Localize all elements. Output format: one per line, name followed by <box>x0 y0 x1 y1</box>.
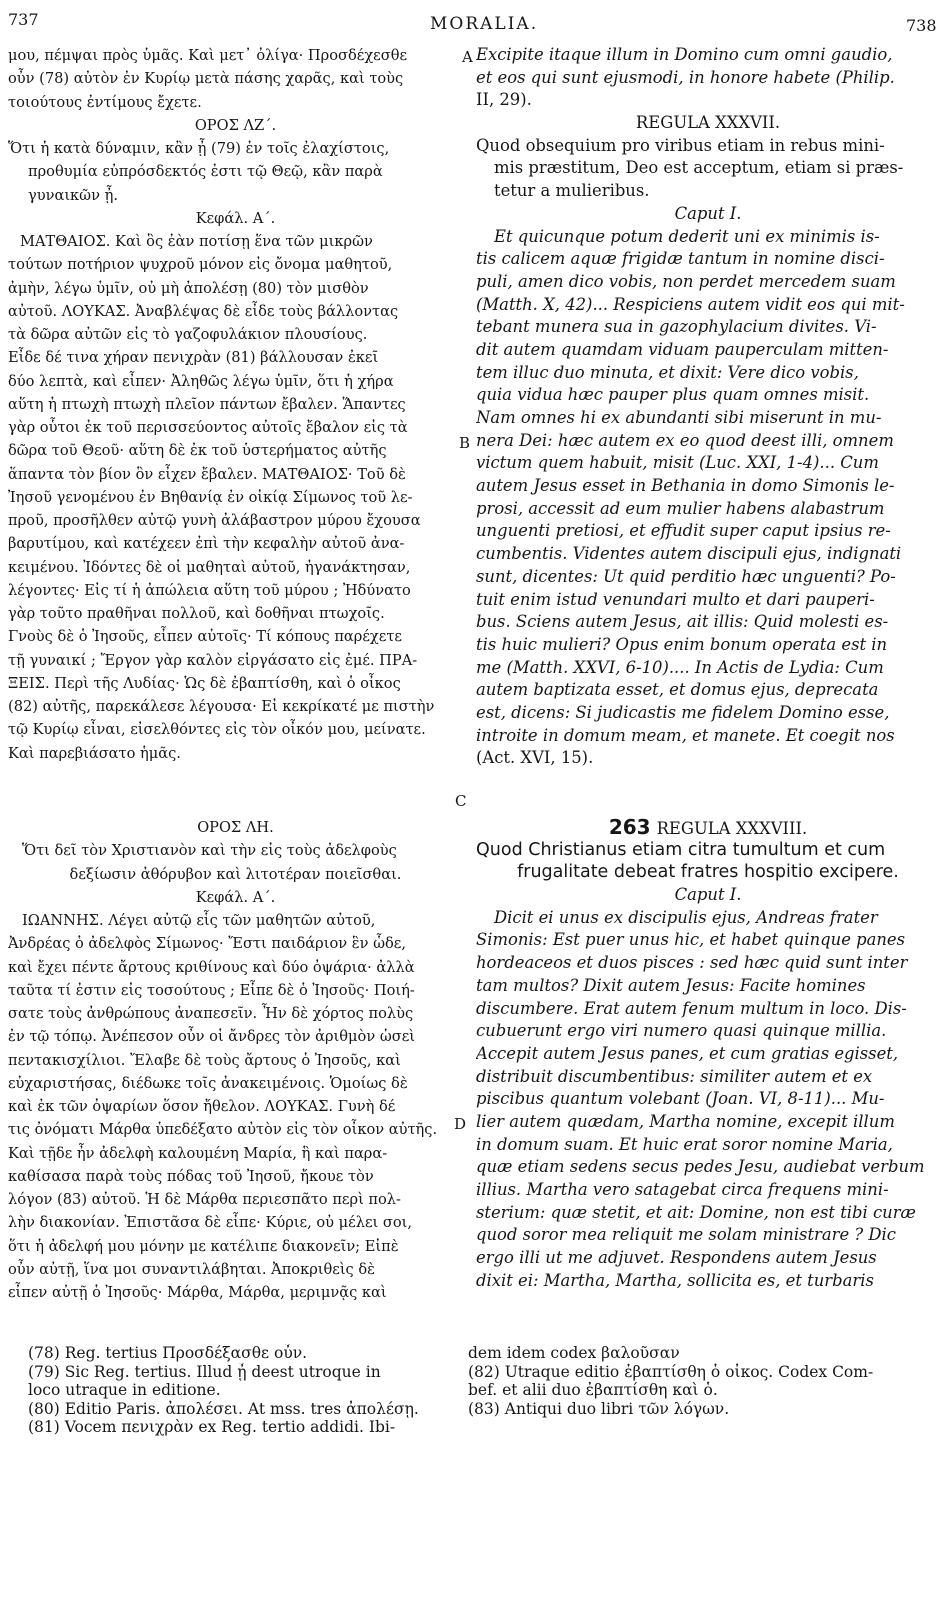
latin-line: et eos qui sunt ejusmodi, in honore habete (Philip. <box>476 67 895 87</box>
greek-line: οὖν (78) αὐτὸν ἐν Κυρίῳ μετὰ πάσης χαρᾶς, καὶ τοὺς <box>8 70 404 88</box>
latin-chapter-heading: Caput I. <box>674 203 742 223</box>
page-header <box>0 0 948 40</box>
latin-line: tis huic mulieri? Opus enim bonum operata est in <box>476 634 888 654</box>
latin-line: tis calicem aquæ frigidæ tantum in nomine disci- <box>476 249 885 269</box>
latin-line: illius. Martha vero satagebat circa frequens mini- <box>476 1180 889 1199</box>
greek-line: αὐτοῦ. ΛΟΥΚΑΣ. Ἀναβλέψας δὲ εἶδε τοὺς βάλλοντας <box>8 302 399 320</box>
greek-line: Εἶδε δέ τινα χήραν πενιχρὰν (81) βάλλουσαν ἐκεῖ <box>8 349 379 367</box>
footnotes-left <box>28 1344 458 1437</box>
greek-section-heading: ΟΡΟΣ ΛΗ. <box>197 819 274 836</box>
greek-line: εὐχαριστήσας, διέδωκε τοῖς ἀνακειμένοις. Ὁμοίως δὲ <box>8 1074 408 1092</box>
latin-line: (Act. XVI, 15). <box>476 748 594 768</box>
latin-line: ergo illi ut me adjuvet. Respondens autem Jesus <box>476 1248 877 1268</box>
latin-line: distribuit discumbentibus: similiter autem et ex <box>476 1066 873 1086</box>
greek-section-heading: ΟΡΟΣ ΛΖ΄. <box>194 116 277 134</box>
latin-line: cubuerunt ergo viri numero quasi quinque millia. <box>476 1021 887 1041</box>
latin-line: quæ etiam sedens secus pedes Jesu, audiebat verbum <box>476 1157 925 1177</box>
greek-line: τις ὀνόματι Μάρθα ὑπεδέξατο αὐτὸν εἰς τὸν οἶκον αὐτῆς. <box>8 1121 438 1139</box>
greek-line: αὕτη ἡ πτωχὴ πτωχὴ πλεῖον πάντων ἔβαλεν. Ἅπαντες <box>8 395 406 413</box>
greek-line: καὶ ἔχει πέντε ἄρτους κριθίνους καὶ δύο ὀψάρια· ἀλλὰ <box>8 958 415 976</box>
greek-line: λόγον (83) αὐτοῦ. Ἡ δὲ Μάρθα περιεσπᾶτο περὶ πολ- <box>8 1191 401 1208</box>
latin-line: lier autem quædam, Martha nomine, excepit illum <box>476 1111 895 1131</box>
greek-line: Καὶ παρεβιάσατο ἡμᾶς. <box>8 744 181 762</box>
greek-line: λέγοντες· Εἰς τί ἡ ἀπώλεια αὕτη τοῦ μύρου ; Ἠδύνατο <box>8 581 411 599</box>
greek-line: κειμένου. Ἰδόντες δὲ οἱ μαθηταὶ αὐτοῦ, ἠγανάκτησαν, <box>8 558 411 576</box>
greek-line: δύο λεπτὰ, καὶ εἶπεν· Ἀληθῶς λέγω ὑμῖν, ὅτι ἡ χήρα <box>8 372 394 390</box>
greek-column-lower <box>8 816 463 1304</box>
latin-line: dixit ei: Martha, Martha, sollicita es, et turbaris <box>476 1270 874 1290</box>
latin-line: nera Dei: hæc autem ex eo quod deest illi, omnem <box>476 430 894 450</box>
latin-line: hordeaceos et duos pisces : sed hæc quid sunt inter <box>476 953 908 973</box>
latin-line: Quod Christianus etiam citra tumultum et cum <box>476 839 886 860</box>
greek-line: ΙΩΑΝΝΗΣ. Λέγει αὐτῷ εἷς τῶν μαθητῶν αὐτοῦ, <box>22 912 376 929</box>
latin-line: sunt, dicentes: Ut quid perditio hæc unguenti? Po- <box>476 566 896 586</box>
greek-line: σατε τοὺς ἀνθρώπους ἀναπεσεῖν. Ἦν δὲ χόρτος πολὺς <box>8 1005 414 1022</box>
greek-chapter-heading: Κεφάλ. Α΄. <box>195 888 276 906</box>
latin-section-heading <box>476 816 940 839</box>
greek-line: δεξίωσιν ἀθόρυβον καὶ λιτοτέραν ποιεῖσθαι. <box>69 865 402 883</box>
latin-line: quia vidua hæc pauper plus quam omnes misit. <box>476 385 870 405</box>
footnote: (78) Reg. tertius Προσδέξασθε οὖν. <box>28 1344 308 1362</box>
latin-chapter-heading: Caput I. <box>674 885 742 905</box>
latin-line: Et quicunque potum dederit uni ex minimis is- <box>494 226 880 246</box>
latin-line: piscibus quantum volebant (Joan. VI, 8-11)... Mu- <box>476 1089 885 1109</box>
latin-line: in domum suam. Et huic erat soror nomine Maria, <box>476 1134 893 1154</box>
latin-line: est, dicens: Si judicastis me fidelem Domino esse, <box>476 702 890 722</box>
footnotes-right <box>468 1344 938 1418</box>
page-number-left: 737 <box>8 10 39 29</box>
latin-line: autem baptizata esset, et domus ejus, deprecata <box>476 680 879 700</box>
running-title: MORALIA. <box>430 14 539 34</box>
latin-line: bus. Sciens autem Jesus, ait illis: Quid molesti es- <box>476 612 889 632</box>
latin-line: frugalitate debeat fratres hospitio excipere. <box>517 862 899 883</box>
latin-line: tetur a mulieribus. <box>494 181 650 201</box>
footnote: dem idem codex βαλοῦσαν <box>468 1344 680 1362</box>
latin-column <box>476 44 940 770</box>
footnote: (79) Sic Reg. tertius. Illud ᾖ deest utroque in <box>28 1362 381 1381</box>
latin-line: Accepit autem Jesus panes, et cum gratias egisset, <box>476 1043 899 1063</box>
latin-line: mis præstitum, Deo est acceptum, etiam si præs- <box>494 158 904 178</box>
greek-line: λὴν διακονίαν. Ἐπιστᾶσα δὲ εἶπε· Κύριε, οὐ μέλει σοι, <box>8 1214 412 1232</box>
footnote: (82) Utraque editio ἐβαπτίσθη ὁ οἶκος. Codex Com- <box>468 1362 874 1381</box>
column-number: 263 <box>608 816 651 839</box>
latin-line: unguenti pretiosi, et effudit super caput ipsius re- <box>476 521 891 541</box>
latin-line: sterium: quæ stetit, et ait: Domine, non est tibi curæ <box>476 1202 916 1222</box>
latin-line: dit autem quamdam viduam pauperculam mitten- <box>476 339 889 359</box>
greek-line: προθυμία εὐπρόσδεκτός ἐστι τῷ Θεῷ, κἂν παρὰ <box>28 163 383 181</box>
greek-line: μου, πέμψαι πρὸς ὑμᾶς. Καὶ μετ᾽ ὀλίγα· Προσδέχεσθε <box>8 47 408 64</box>
latin-line: introite in domum meam, et manete. Et coegit nos <box>476 725 895 745</box>
latin-line: discumbere. Erat autem fenum multum in loco. Dis- <box>476 998 907 1018</box>
latin-line: tem illuc duo minuta, et dixit: Vere dico vobis, <box>476 362 859 382</box>
greek-line: ἅπαντα τὸν βίον ὃν εἶχεν ἔβαλεν. ΜΑΤΘΑΙΟΣ· Τοῦ δὲ <box>8 465 406 483</box>
latin-line: (Matth. X, 42)... Respiciens autem vidit eos qui mit- <box>476 294 905 314</box>
greek-line: προῦ, προσῆλθεν αὐτῷ γυνὴ ἀλάβαστρον μύρου ἔχουσα <box>8 512 421 529</box>
latin-line: II, 29). <box>476 90 532 110</box>
greek-line: καθίσασα παρὰ τοὺς πόδας τοῦ Ἰησοῦ, ἤκουε τὸν <box>8 1167 374 1185</box>
margin-letter-a: A <box>462 48 473 66</box>
latin-line: tam multos? Dixit autem Jesus: Facite homines <box>476 975 866 995</box>
greek-column <box>8 44 463 765</box>
latin-line: me (Matth. XXVI, 6-10).... In Actis de Lydia: Cum <box>476 657 884 677</box>
latin-line: puli, amen dico vobis, non perdet mercedem suam <box>476 271 896 291</box>
greek-line: (82) αὐτῆς, παρεκάλεσε λέγουσα· Εἰ κεκρίκατέ με πιστὴν <box>8 698 435 715</box>
margin-letter-c: C <box>455 792 467 810</box>
greek-line: τούτων ποτήριον ψυχροῦ μόνον εἰς ὄνομα μαθητοῦ, <box>8 256 393 274</box>
greek-line: τοιούτους ἐντίμους ἔχετε. <box>8 93 202 111</box>
greek-line: ὅτι ἡ ἀδελφή μου μόνην με κατέλιπε διακονεῖν; Εἰπὲ <box>8 1237 399 1255</box>
regula-heading: REGULA XXXVIII. <box>656 819 808 838</box>
footnote: loco utraque in editione. <box>28 1381 221 1399</box>
latin-section-heading: REGULA XXXVII. <box>635 113 781 133</box>
greek-line: ταῦτα τί ἐστιν εἰς τοσούτους ; Εἶπε δὲ ὁ Ἰησοῦς· Ποιή- <box>8 981 415 999</box>
latin-line: quod soror mea reliquit me solam ministrare ? Dic <box>476 1225 896 1245</box>
latin-line: Excipite itaque illum in Domino cum omni gaudio, <box>476 45 893 64</box>
latin-line: autem Jesus esset in Bethania in domo Simonis le- <box>476 476 895 496</box>
latin-column-lower <box>476 816 940 1292</box>
latin-line: cumbentis. Videntes autem discipuli ejus, indignati <box>476 544 902 564</box>
greek-line: δῶρα τοῦ Θεοῦ· αὕτη δὲ ἐκ τοῦ ὑστερήματος αὐτῆς <box>8 442 387 460</box>
footnote: (83) Antiqui duo libri τῶν λόγων. <box>468 1399 730 1418</box>
greek-line: Ὅτι δεῖ τὸν Χριστιανὸν καὶ τὴν εἰς τοὺς ἀδελφοὺς <box>22 842 397 860</box>
greek-line: γὰρ οὗτοι ἐκ τοῦ περισσεύοντος αὐτοῖς ἔβαλον εἰς τὰ <box>8 419 408 436</box>
greek-line: γυναικῶν ᾖ. <box>28 186 118 204</box>
greek-line: καὶ ἐκ τῶν ὀψαρίων ὅσον ἤθελον. ΛΟΥΚΑΣ. Γυνὴ δέ <box>8 1098 396 1115</box>
greek-line: Ἰησοῦ γενομένου ἐν Βηθανίᾳ ἐν οἰκίᾳ Σίμωνος τοῦ λε- <box>8 488 413 506</box>
greek-line: γὰρ τοῦτο πραθῆναι πολλοῦ, καὶ δοθῆναι πτωχοῖς. <box>8 605 385 622</box>
greek-line: Καὶ τῇδε ἦν ἀδελφὴ καλουμένη Μαρία, ἣ καὶ παρα- <box>8 1144 388 1162</box>
greek-line: Ὅτι ἡ κατὰ δύναμιν, κἂν ᾖ (79) ἐν τοῖς ἐλαχίστοις, <box>8 140 390 157</box>
latin-line: Dicit ei unus ex discipulis ejus, Andreas frater <box>494 907 878 927</box>
footnote: (81) Vocem πενιχρὰν ex Reg. tertio addidi. Ibi- <box>28 1418 396 1436</box>
margin-letter-d: D <box>454 1115 467 1133</box>
greek-line: Ἀνδρέας ὁ ἀδελφὸς Σίμωνος· Ἔστι παιδάριον ἓν ὧδε, <box>8 935 406 953</box>
greek-line: τῷ Κυρίῳ εἶναι, εἰσελθόντες εἰς τὸν οἶκόν μου, μείνατε. <box>8 721 426 739</box>
greek-line: τῇ γυναικί ; Ἔργον γὰρ καλὸν εἰργάσατο εἰς ἐμέ. ΠΡΑ- <box>8 651 418 669</box>
greek-line: οὖν αὐτῇ, ἵνα μοι συναντιλάβηται. Ἀποκριθεὶς δὲ <box>8 1260 375 1278</box>
margin-letter-b: B <box>459 434 471 452</box>
greek-line: ἀμὴν, λέγω ὑμῖν, οὐ μὴ ἀπολέσῃ (80) τὸν μισθὸν <box>8 279 369 297</box>
greek-line: ἐν τῷ τόπῳ. Ἀνέπεσον οὖν οἱ ἄνδρες τὸν ἀριθμὸν ὡσεὶ <box>8 1028 415 1046</box>
page-number-right: 738 <box>906 16 937 35</box>
latin-line: tebant munera sua in gazophylacium divites. Vi- <box>476 317 877 337</box>
greek-line: βαρυτίμου, καὶ κατέχεεν ἐπὶ τὴν κεφαλὴν αὐτοῦ ἀνα- <box>8 535 405 553</box>
greek-line: ΞΕΙΣ. Περὶ τῆς Λυδίας· Ὡς δὲ ἐβαπτίσθη, καὶ ὁ οἶκος <box>8 674 401 692</box>
greek-line: εἶπεν αὐτῇ ὁ Ἰησοῦς· Μάρθα, Μάρθα, μεριμνᾷς καὶ <box>8 1284 387 1301</box>
latin-line: tuit enim istud venundari multo et dari pauperi- <box>476 589 875 609</box>
footnote: (80) Editio Paris. ἀπολέσει. At mss. tres ἀπολέσῃ. <box>28 1399 419 1418</box>
latin-line: Simonis: Est puer unus hic, et habet quinque panes <box>476 930 906 950</box>
greek-line: τὰ δῶρα αὐτῶν εἰς τὸ γαζοφυλάκιον πλουσίους. <box>8 326 368 343</box>
greek-line: πεντακισχίλιοι. Ἔλαβε δὲ τοὺς ἄρτους ὁ Ἰησοῦς, καὶ <box>8 1051 401 1069</box>
greek-line: ΜΑΤΘΑΙΟΣ. Καὶ ὃς ἐὰν ποτίσῃ ἕνα τῶν μικρῶν <box>20 233 373 250</box>
latin-line: victum quem habuit, misit (Luc. XXI, 1-4)... Cum <box>476 453 879 473</box>
latin-line: Quod obsequium pro viribus etiam in rebus mini- <box>476 135 885 155</box>
latin-line: prosi, accessit ad eum mulier habens alabastrum <box>476 498 885 518</box>
latin-line: Nam omnes hi ex abundanti sibi miserunt in mu- <box>476 408 882 427</box>
greek-chapter-heading: Κεφάλ. Α΄. <box>195 209 276 227</box>
greek-line: Γνοὺς δὲ ὁ Ἰησοῦς, εἶπεν αὐτοῖς· Τί κόπους παρέχετε <box>8 628 402 646</box>
footnote: bef. et alii duo ἐβαπτίσθη καὶ ὁ. <box>468 1381 718 1399</box>
